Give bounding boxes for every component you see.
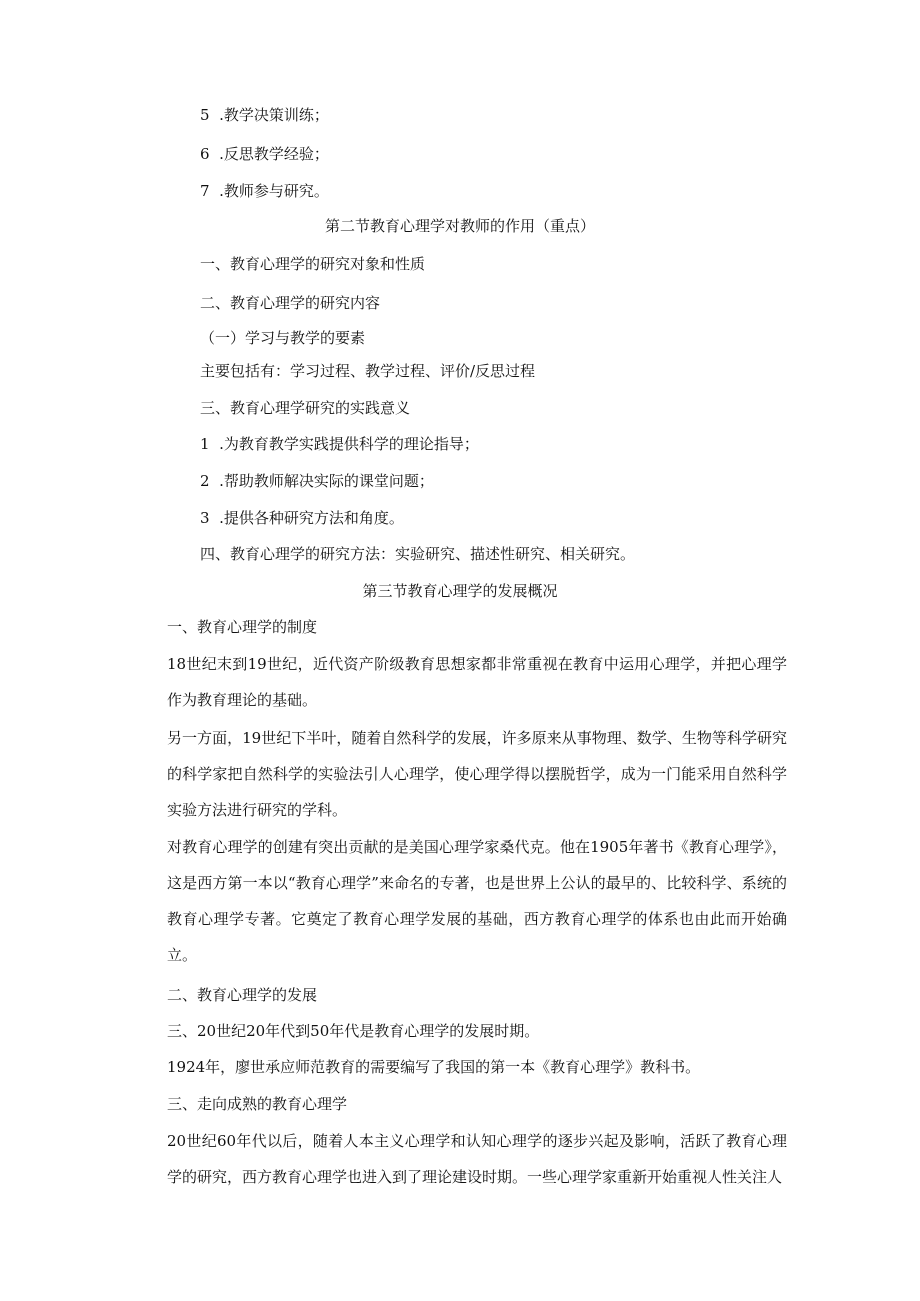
paragraph: 对教育心理学的创建有突出贡献的是美国心理学家桑代克。他在1905年著书《教育心理学》，这是西方第一本以“教育心理学”来命名的专著，也是世界上公认的最早的、比较科学、系统的教育心理学专著。它奠定了教育心理学发展的基础，西方教育心理学的体系也由此而开始确立。 — [167, 838, 787, 964]
list-item: 3 .提供各种研究方法和角度。 — [200, 509, 404, 527]
paragraph: 20世纪60年代以后，随着人本主义心理学和认知心理学的逐步兴起及影响，活跃了教育心理学的研究，西方教育心理学也进入到了理论建设时期。一些心理学家重新开始重视人性关注人 — [167, 1132, 787, 1186]
list-item: 6 .反思教学经验； — [200, 145, 329, 163]
subheading: （一）学习与教学的要素 — [200, 329, 366, 347]
section-title: 第二节教育心理学对教师的作用（重点） — [324, 217, 595, 235]
paragraph: 另一方面，19世纪下半叶，随着自然科学的发展，许多原来从事物理、数学、生物等科学研究的科学家把自然科学的实验法引人心理学，使心理学得以摆脱哲学，成为一门能采用自然科学实验方法进行研究的学科。 — [167, 729, 787, 819]
paragraph: 主要包括有：学习过程、教学过程、评价/反思过程 — [200, 362, 536, 380]
list-item: 2 .帮助教师解决实际的课堂问题； — [200, 472, 434, 490]
heading: 二、教育心理学的研究内容 — [200, 294, 381, 312]
list-item: 7 .教师参与研究。 — [200, 182, 329, 200]
heading: 一、教育心理学的制度 — [167, 618, 318, 636]
paragraph: 18世纪末到19世纪，近代资产阶级教育思想家都非常重视在教育中运用心理学，并把心理学作为教育理论的基础。 — [167, 655, 787, 709]
paragraph: 1924年，廖世承应师范教育的需要编写了我国的第一本《教育心理学》教科书。 — [167, 1058, 701, 1076]
list-item: 1 .为教育教学实践提供科学的理论指导； — [200, 435, 479, 453]
heading: 四、教育心理学的研究方法：实验研究、描述性研究、相关研究。 — [200, 545, 636, 563]
heading: 三、走向成熟的教育心理学 — [167, 1095, 348, 1113]
heading: 三、教育心理学研究的实践意义 — [200, 399, 411, 417]
list-item: 5 .教学决策训练； — [200, 106, 329, 124]
heading: 三、20世纪20年代到50年代是教育心理学的发展时期。 — [167, 1022, 540, 1040]
heading: 二、教育心理学的发展 — [167, 986, 318, 1004]
heading: 一、教育心理学的研究对象和性质 — [200, 255, 426, 273]
section-title: 第三节教育心理学的发展概况 — [362, 582, 558, 600]
